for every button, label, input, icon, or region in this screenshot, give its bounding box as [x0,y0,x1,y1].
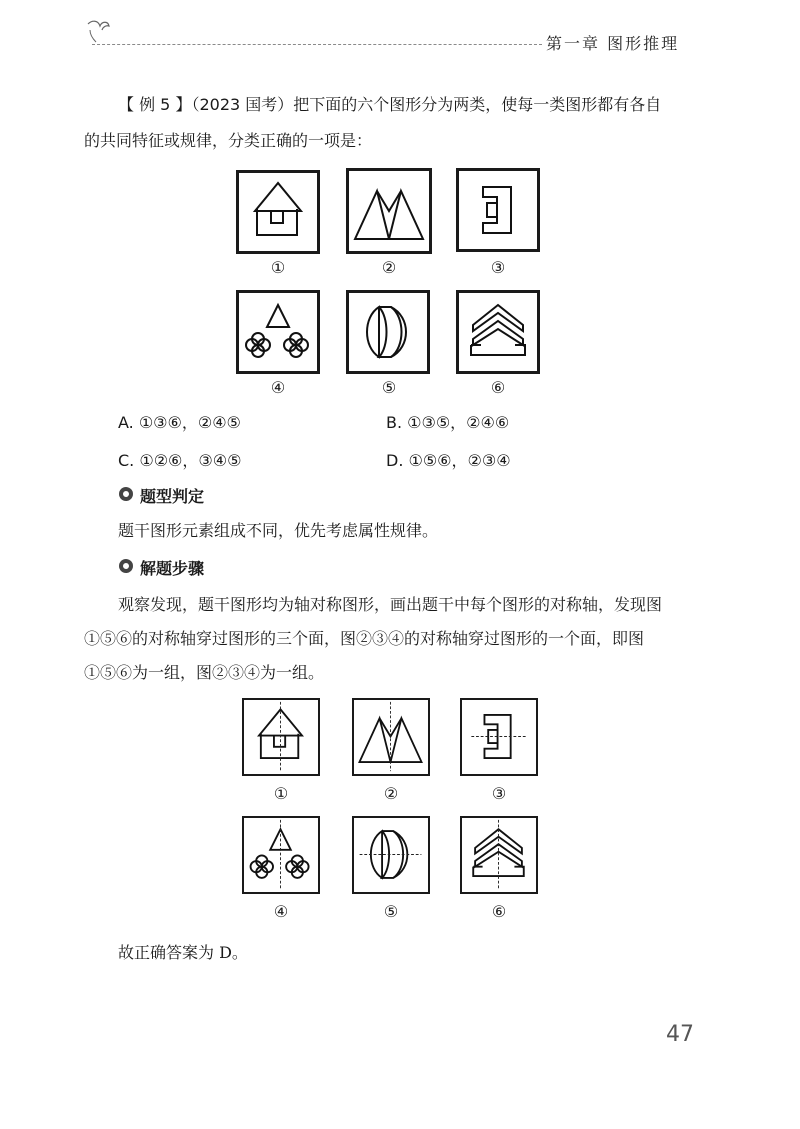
question-figure-3 [456,168,540,252]
answer-label-1: ① [273,784,289,803]
m-triangles-icon [349,171,429,251]
figure-label-4: ④ [270,378,286,397]
house-axis-icon [244,700,317,773]
bracket-axis-icon [462,700,535,773]
chevrons-stand-icon [459,293,537,371]
figure-label-3: ③ [490,258,506,277]
header-rule [92,44,542,45]
figure-label-2: ② [381,258,397,277]
crescents-icon [349,293,427,371]
answer-figure-4 [242,816,320,894]
answer-label-6: ⑥ [491,902,507,921]
steps-line-3: ①⑤⑥为一组，图②③④为一组。 [84,663,325,682]
answer-figure-2 [352,698,430,776]
question-text-1: （2023 国考）把下面的六个图形分为两类，使每一类图形都有各自 [191,95,662,114]
option-c: C. ①②⑥，③④⑤ [118,451,242,470]
figure-label-5: ⑤ [381,378,397,397]
section-type-text: 题干图形元素组成不同，优先考虑属性规律。 [118,521,439,540]
question-figure-5 [346,290,430,374]
question-figure-2 [346,168,432,254]
question-line-2: 的共同特征或规律，分类正确的一项是： [84,131,373,150]
header-ornament-icon [84,18,112,44]
option-d: D. ①⑤⑥，②③④ [386,451,511,470]
answer-label-5: ⑤ [383,902,399,921]
option-b: B. ①③⑤，②④⑥ [386,413,510,432]
figure-label-1: ① [270,258,286,277]
bracket-shape-icon [459,171,537,249]
answer-label-3: ③ [491,784,507,803]
conclusion-text: 故正确答案为 D。 [118,943,248,962]
answer-label-4: ④ [273,902,289,921]
house-shape-icon [239,173,317,251]
clovers-axis-icon [244,818,317,891]
answer-figure-3 [460,698,538,776]
flower-bullet-icon [118,558,134,574]
example-tag: 【 例 5 】 [118,95,192,114]
figure-label-6: ⑥ [490,378,506,397]
option-a: A. ①③⑥，②④⑤ [118,413,241,432]
answer-figure-6 [460,816,538,894]
answer-label-2: ② [383,784,399,803]
m-axis-icon [354,700,427,773]
flower-bullet-icon [118,486,134,502]
section-type-title: 题型判定 [140,487,205,506]
chevrons-axis-icon [462,818,535,891]
chapter-title: 第一章 图形推理 [546,34,680,53]
section-steps-title: 解题步骤 [140,559,205,578]
answer-figure-5 [352,816,430,894]
question-figure-4 [236,290,320,374]
triangle-clovers-icon [239,293,317,371]
steps-line-2: ①⑤⑥的对称轴穿过图形的三个面，图②③④的对称轴穿过图形的一个面，即图 [84,629,645,648]
steps-line-1: 观察发现，题干图形均为轴对称图形，画出题干中每个图形的对称轴，发现图 [118,595,663,614]
question-figure-1 [236,170,320,254]
question-line-1 [118,88,718,122]
crescents-axis-icon [354,818,427,891]
page-number: 47 [666,1022,694,1047]
answer-figure-1 [242,698,320,776]
question-figure-6 [456,290,540,374]
